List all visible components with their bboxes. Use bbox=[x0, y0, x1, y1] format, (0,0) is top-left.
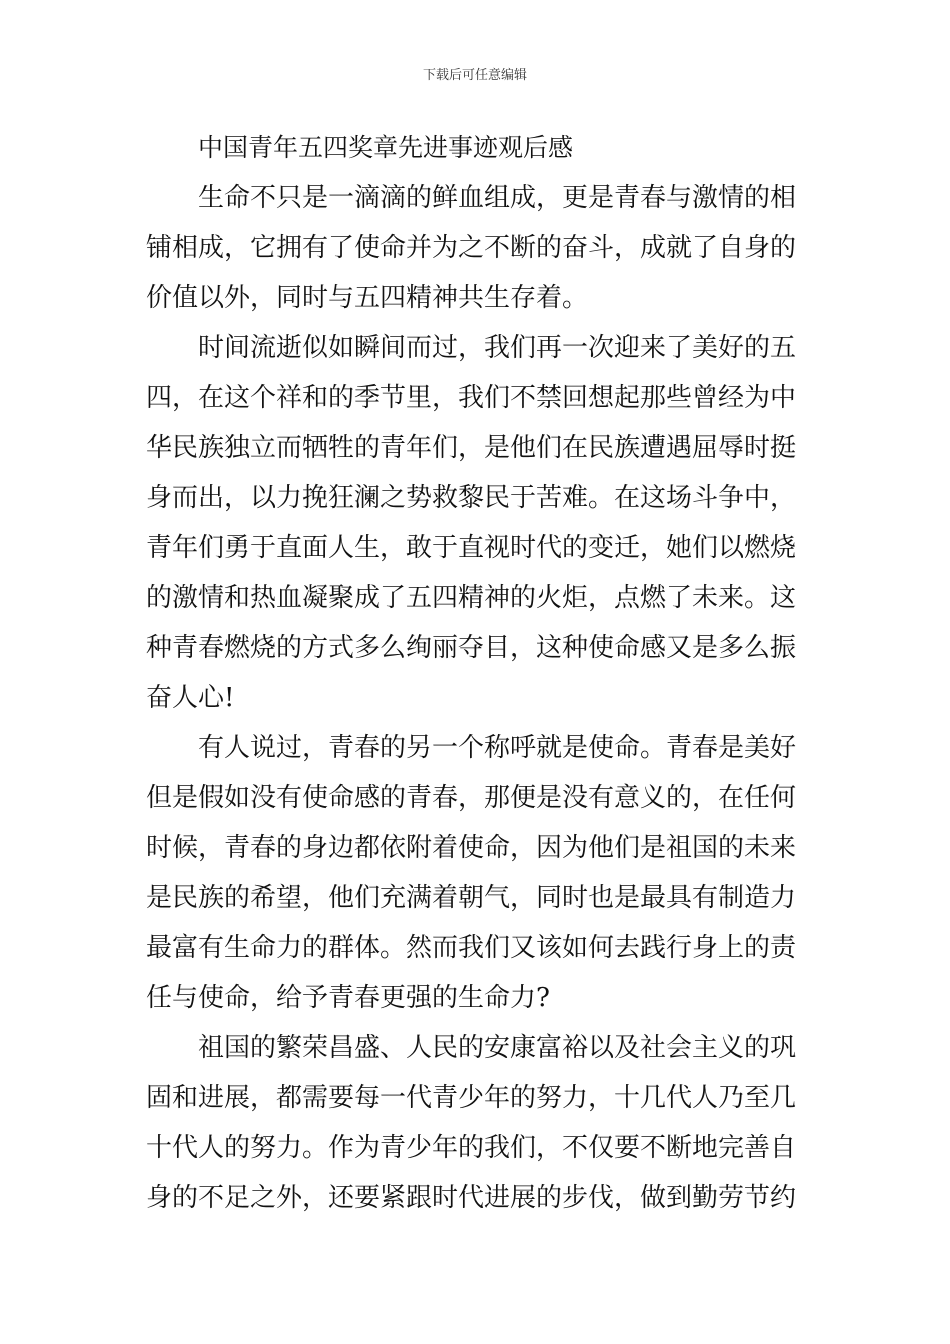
document-title: 中国青年五四奖章先进事迹观后感 bbox=[198, 133, 574, 162]
text-line: 时候，青春的身边都依附着使命，因为他们是祖国的未来 bbox=[146, 833, 797, 863]
text-line: 的激情和热血凝聚成了五四精神的火炬，点燃了未来。这 bbox=[146, 583, 797, 613]
text-line: 身而出，以力挽狂澜之势救黎民于苦难。在这场斗争中， bbox=[146, 483, 797, 513]
text-line: 生命不只是一滴滴的鲜血组成，更是青春与激情的相 bbox=[198, 183, 797, 213]
text-line: 华民族独立而牺牲的青年们，是他们在民族遭遇屈辱时挺 bbox=[146, 433, 797, 463]
text-line: 种青春燃烧的方式多么绚丽夺目，这种使命感又是多么振 bbox=[146, 633, 797, 663]
text-line: 身的不足之外，还要紧跟时代进展的步伐，做到勤劳节约 bbox=[146, 1183, 797, 1213]
text-line: 祖国的繁荣昌盛、人民的安康富裕以及社会主义的巩 bbox=[198, 1033, 797, 1063]
text-line: 是民族的希望，他们充满着朝气，同时也是最具有制造力 bbox=[146, 883, 797, 913]
text-line: 价值以外，同时与五四精神共生存着。 bbox=[146, 283, 589, 313]
text-line: 但是假如没有使命感的青春，那便是没有意义的，在任何 bbox=[146, 783, 797, 813]
text-line: 时间流逝似如瞬间而过，我们再一次迎来了美好的五 bbox=[198, 333, 797, 363]
text-line: 最富有生命力的群体。然而我们又该如何去践行身上的责 bbox=[146, 933, 797, 963]
text-line: 有人说过，青春的另一个称呼就是使命。青春是美好 bbox=[198, 733, 797, 763]
text-line: 奋人心! bbox=[146, 683, 235, 713]
text-line: 铺相成，它拥有了使命并为之不断的奋斗，成就了自身的 bbox=[146, 233, 797, 263]
text-line: 四，在这个祥和的季节里，我们不禁回想起那些曾经为中 bbox=[146, 383, 797, 413]
text-line: 固和进展，都需要每一代青少年的努力，十几代人乃至几 bbox=[146, 1083, 797, 1113]
text-line: 任与使命，给予青春更强的生命力? bbox=[146, 983, 550, 1013]
text-line: 青年们勇于直面人生，敢于直视时代的变迁，她们以燃烧 bbox=[146, 533, 797, 563]
text-line: 十代人的努力。作为青少年的我们，不仅要不断地完善自 bbox=[146, 1133, 797, 1163]
page-header-note: 下载后可任意编辑 bbox=[422, 68, 527, 83]
